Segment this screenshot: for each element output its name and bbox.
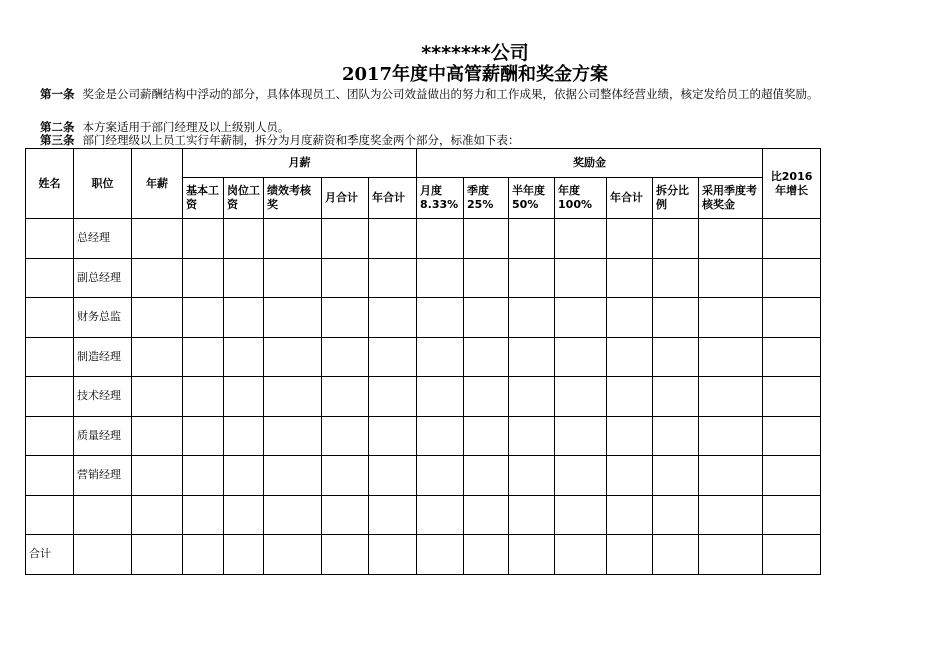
table-cell (322, 456, 369, 496)
table-cell (607, 219, 653, 259)
article-3 (40, 134, 910, 147)
table-cell (264, 495, 322, 535)
table-cell (322, 298, 369, 338)
table-cell (464, 298, 509, 338)
table-cell (183, 258, 224, 298)
table-cell (264, 219, 322, 259)
table-cell (183, 377, 224, 417)
table-cell (322, 416, 369, 456)
table-cell (653, 456, 699, 496)
table-cell (607, 456, 653, 496)
table-cell (417, 495, 464, 535)
table-row (26, 495, 821, 535)
table-cell (555, 337, 607, 377)
table-cell (509, 495, 555, 535)
position-cell: 技术经理 (74, 377, 132, 417)
table-cell (264, 456, 322, 496)
table-cell (322, 258, 369, 298)
table-cell (555, 495, 607, 535)
table-cell (264, 298, 322, 338)
table-cell (224, 298, 264, 338)
table-cell (699, 535, 763, 575)
table-cell (183, 535, 224, 575)
table-cell (369, 495, 417, 535)
table-cell (555, 219, 607, 259)
table-cell (417, 337, 464, 377)
table-cell (653, 219, 699, 259)
position-cell: 质量经理 (74, 416, 132, 456)
table-cell (699, 219, 763, 259)
table-cell (74, 535, 132, 575)
article-2-text: 本方案适用于部门经理及以上级别人员。 (82, 120, 290, 134)
table-cell (322, 495, 369, 535)
table-cell (369, 298, 417, 338)
position-cell: 制造经理 (74, 337, 132, 377)
table-cell (699, 377, 763, 417)
table-cell (264, 337, 322, 377)
position-cell: 总经理 (74, 219, 132, 259)
table-cell (699, 416, 763, 456)
table-cell (653, 416, 699, 456)
table-cell (653, 258, 699, 298)
table-row (26, 258, 821, 298)
table-cell (607, 337, 653, 377)
table-cell (369, 535, 417, 575)
table-cell (763, 298, 821, 338)
header-monthly-group: 月薪 (183, 149, 417, 178)
article-1-text: 奖金是公司薪酬结构中浮动的部分，具体体现员工、团队为公司效益做出的努力和工作成果，依据公司整体经营业绩，核定发给员工的超值奖励。 (82, 87, 819, 101)
header-base-salary: 基本工资 (183, 178, 224, 219)
table-cell (607, 535, 653, 575)
table-cell (607, 258, 653, 298)
table-cell (183, 416, 224, 456)
article-2-label: 第二条 (40, 120, 75, 134)
table-row (26, 337, 821, 377)
table-cell (763, 258, 821, 298)
document-title: 2017年度中高管薪酬和奖金方案 (341, 64, 609, 85)
table-cell (26, 495, 74, 535)
table-cell (322, 337, 369, 377)
table-cell (183, 337, 224, 377)
table-cell (369, 456, 417, 496)
header-year-total: 年合计 (369, 178, 417, 219)
table-cell (183, 298, 224, 338)
header-annual-salary: 年薪 (132, 149, 183, 219)
table-cell (555, 535, 607, 575)
article-1-label: 第一条 (40, 87, 75, 101)
table-cell (555, 377, 607, 417)
article-3-text: 部门经理级以上员工实行年薪制，拆分为月度薪资和季度奖金两个部分，标准如下表： (82, 133, 520, 147)
table-cell (264, 258, 322, 298)
table-cell (224, 258, 264, 298)
table-row (26, 416, 821, 456)
table-cell (132, 219, 183, 259)
table-cell (132, 377, 183, 417)
table-cell (183, 219, 224, 259)
table-row (26, 219, 821, 259)
table-cell (763, 337, 821, 377)
header-performance-bonus: 绩效考核奖 (264, 178, 322, 219)
table-cell (464, 416, 509, 456)
table-cell (26, 298, 74, 338)
table-cell (132, 495, 183, 535)
table-cell (555, 258, 607, 298)
table-row (26, 456, 821, 496)
table-cell (509, 377, 555, 417)
position-cell (74, 495, 132, 535)
table-cell (653, 298, 699, 338)
table-cell (464, 495, 509, 535)
table-cell (417, 219, 464, 259)
table-cell (132, 416, 183, 456)
header-monthly-8-33: 月度8.33% (417, 178, 464, 219)
header-growth: 比2016年增长 (763, 149, 821, 219)
table-cell (509, 456, 555, 496)
table-cell (607, 416, 653, 456)
header-quarterly-review-bonus: 采用季度考核奖金 (699, 178, 763, 219)
table-cell (26, 258, 74, 298)
table-cell (369, 219, 417, 259)
table-cell (464, 337, 509, 377)
table-cell (417, 456, 464, 496)
table-cell (322, 535, 369, 575)
table-cell (26, 377, 74, 417)
total-label: 合计 (26, 535, 74, 575)
table-cell (763, 495, 821, 535)
position-cell: 财务总监 (74, 298, 132, 338)
total-row (26, 535, 821, 575)
table-cell (132, 337, 183, 377)
table-cell (763, 377, 821, 417)
table-cell (224, 456, 264, 496)
header-name: 姓名 (26, 149, 74, 219)
company-name: *******公司 (421, 42, 529, 64)
table-cell (607, 298, 653, 338)
table-cell (464, 219, 509, 259)
table-cell (607, 377, 653, 417)
table-cell (763, 535, 821, 575)
table-cell (224, 416, 264, 456)
table-cell (224, 495, 264, 535)
table-cell (26, 219, 74, 259)
table-row (26, 377, 821, 417)
table-cell (699, 456, 763, 496)
table-cell (509, 535, 555, 575)
table-cell (132, 258, 183, 298)
position-cell: 营销经理 (74, 456, 132, 496)
table-cell (509, 219, 555, 259)
table-cell (224, 337, 264, 377)
table-cell (264, 535, 322, 575)
table-cell (509, 337, 555, 377)
table-cell (417, 535, 464, 575)
table-cell (699, 298, 763, 338)
table-row (26, 298, 821, 338)
table-cell (264, 416, 322, 456)
table-cell (509, 298, 555, 338)
article-3-label: 第三条 (40, 133, 75, 147)
table-cell (369, 337, 417, 377)
table-cell (509, 258, 555, 298)
table-cell (555, 416, 607, 456)
table-cell (699, 495, 763, 535)
position-cell: 副总经理 (74, 258, 132, 298)
header-bonus-group: 奖励金 (417, 149, 763, 178)
table-cell (509, 416, 555, 456)
table-cell (417, 416, 464, 456)
table-cell (26, 337, 74, 377)
table-cell (607, 495, 653, 535)
header-bonus-year-total: 年合计 (607, 178, 653, 219)
table-cell (322, 377, 369, 417)
table-cell (369, 416, 417, 456)
header-post-salary: 岗位工资 (224, 178, 264, 219)
table-cell (763, 456, 821, 496)
table-cell (464, 456, 509, 496)
table-cell (555, 298, 607, 338)
table-cell (369, 377, 417, 417)
header-position: 职位 (74, 149, 132, 219)
table-cell (763, 219, 821, 259)
table-cell (26, 416, 74, 456)
article-1 (40, 88, 910, 101)
header-half-year-50: 半年度50% (509, 178, 555, 219)
table-cell (464, 377, 509, 417)
header-split-ratio: 拆分比例 (653, 178, 699, 219)
compensation-table (25, 148, 821, 575)
table-cell (464, 535, 509, 575)
table-cell (183, 456, 224, 496)
table-cell (183, 495, 224, 535)
table-cell (369, 258, 417, 298)
table-cell (699, 337, 763, 377)
table-cell (653, 495, 699, 535)
table-cell (322, 219, 369, 259)
table-cell (699, 258, 763, 298)
header-annual-100: 年度100% (555, 178, 607, 219)
header-month-total: 月合计 (322, 178, 369, 219)
table-cell (417, 258, 464, 298)
table-cell (417, 298, 464, 338)
table-cell (653, 535, 699, 575)
header-quarterly-25: 季度25% (464, 178, 509, 219)
table-cell (653, 337, 699, 377)
table-cell (464, 258, 509, 298)
table-cell (417, 377, 464, 417)
table-cell (763, 416, 821, 456)
table-cell (224, 535, 264, 575)
table-cell (555, 456, 607, 496)
table-cell (653, 377, 699, 417)
table-cell (224, 377, 264, 417)
table-cell (132, 298, 183, 338)
table-cell (132, 456, 183, 496)
table-cell (26, 456, 74, 496)
table-cell (224, 219, 264, 259)
table-cell (264, 377, 322, 417)
table-cell (132, 535, 183, 575)
